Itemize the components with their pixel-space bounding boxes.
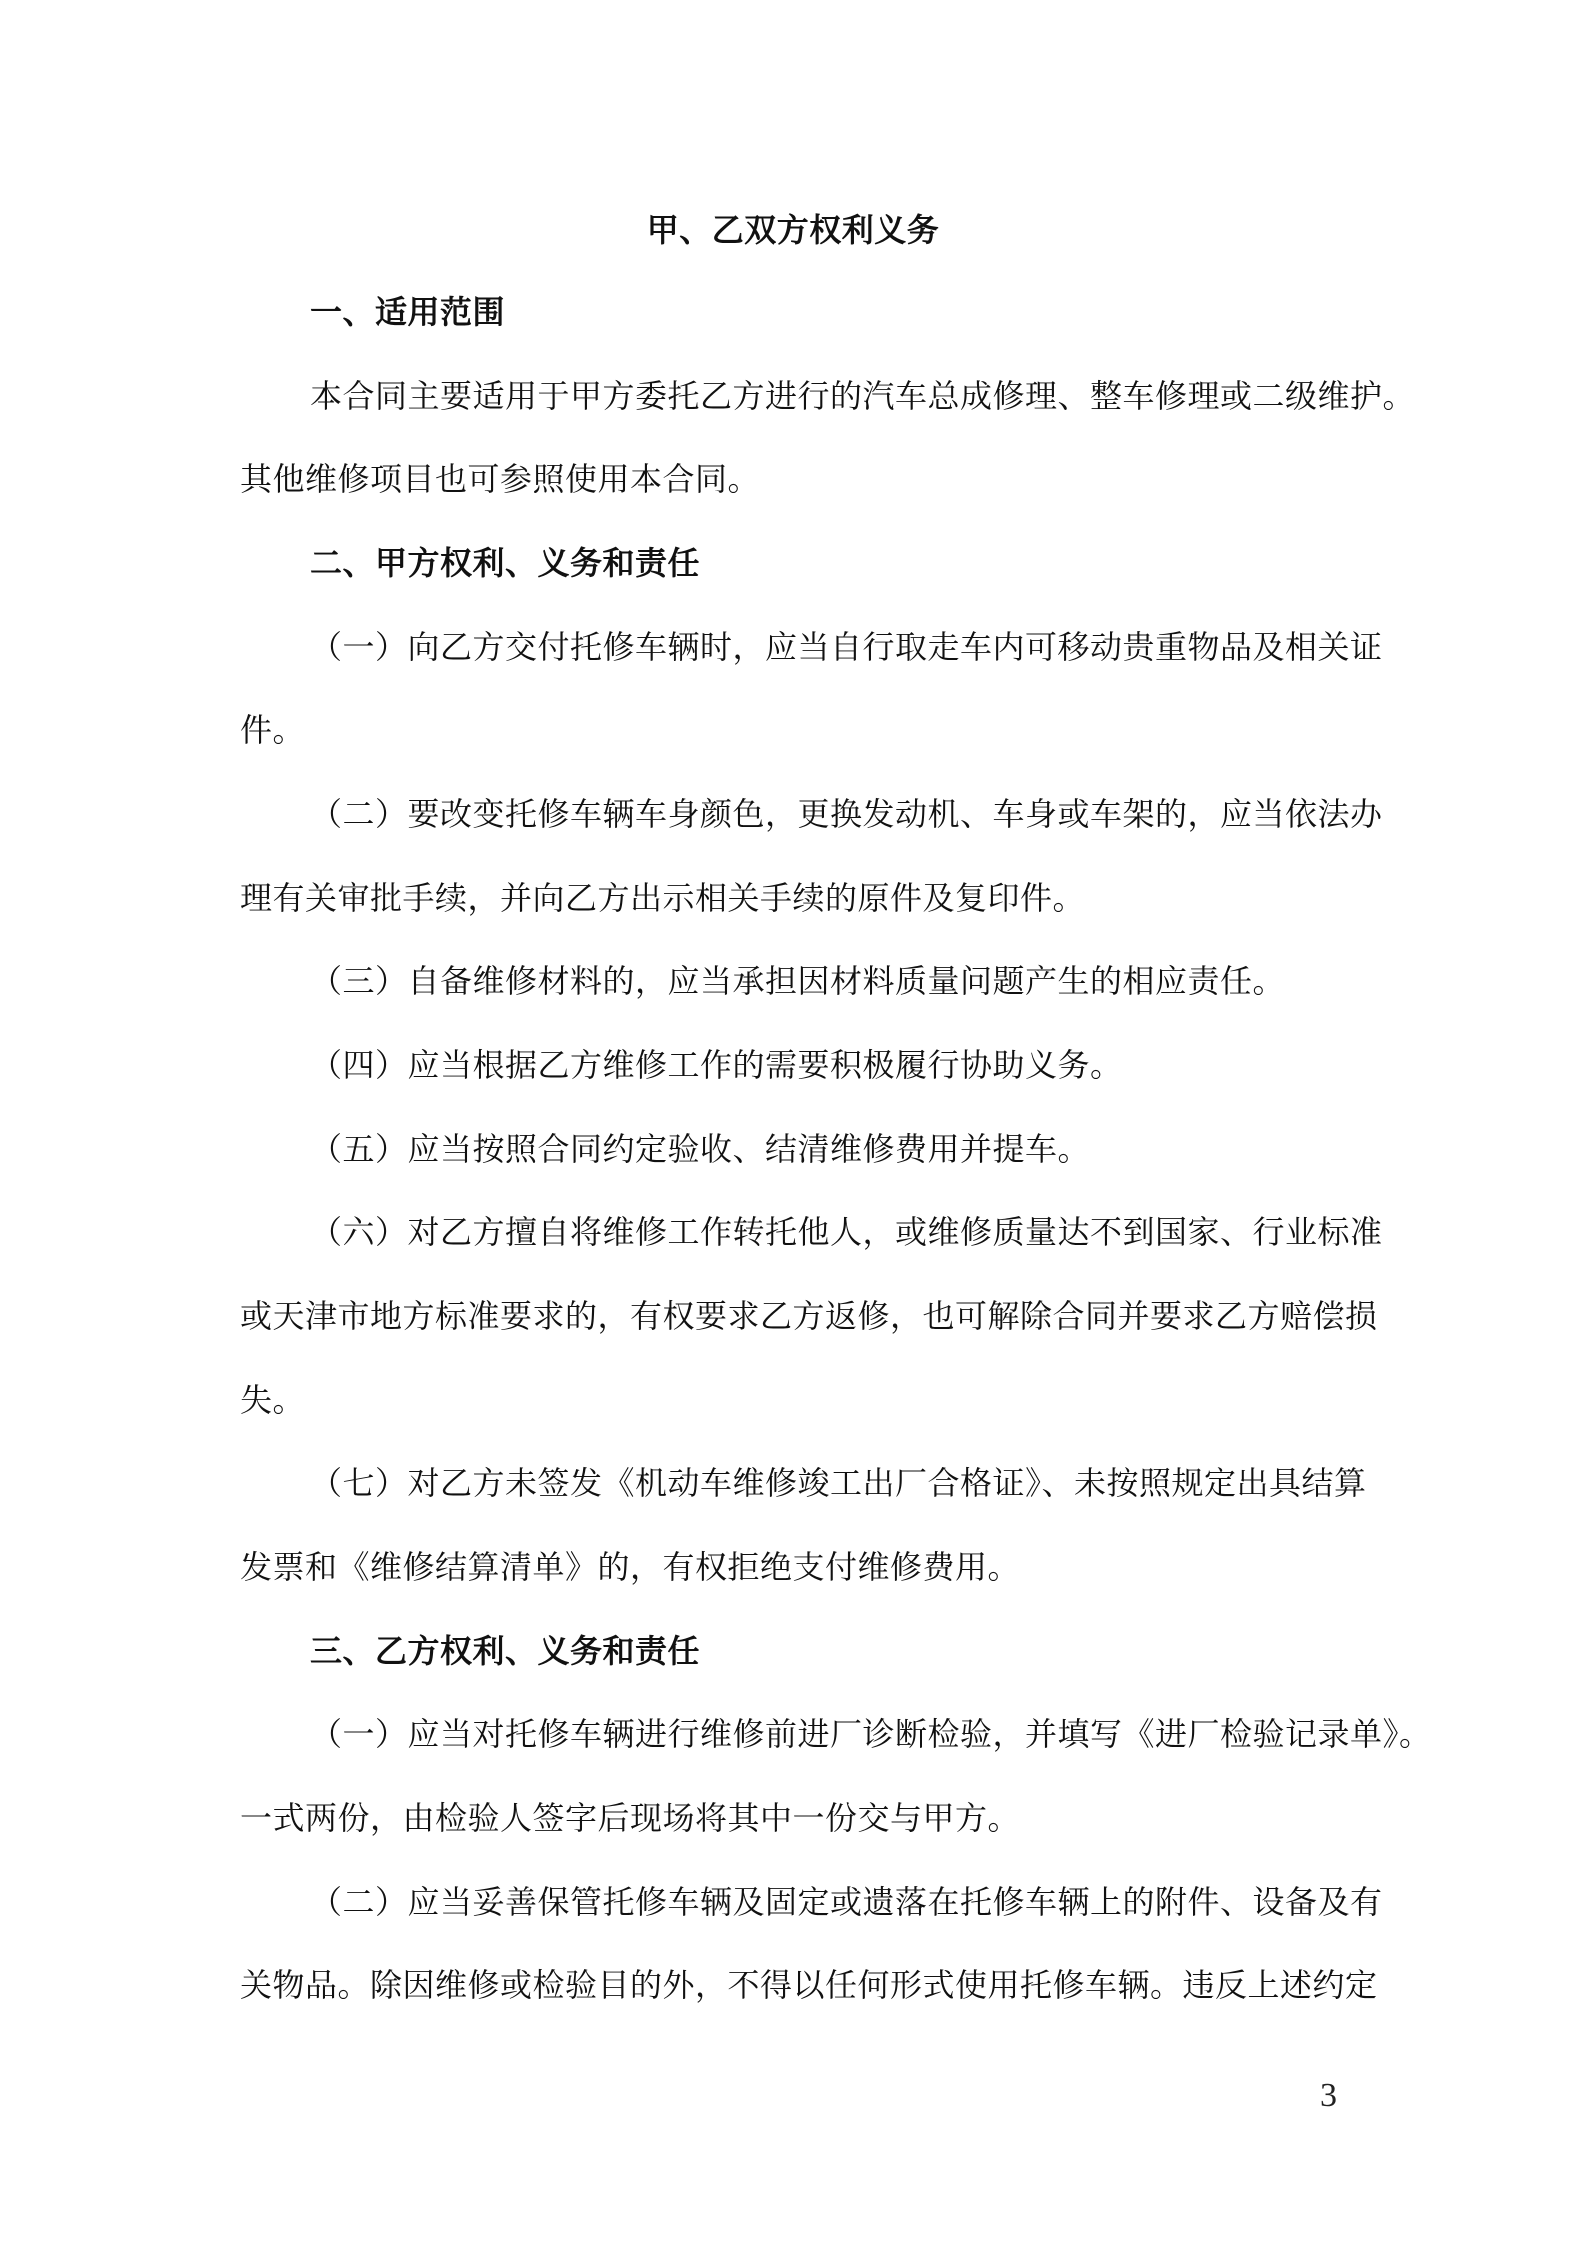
paragraph-line: 关物品。除因维修或检验目的外，不得以任何形式使用托修车辆。违反上述约定 <box>240 1966 1378 2004</box>
paragraph-line: （二）要改变托修车辆车身颜色，更换发动机、车身或车架的，应当依法办 <box>310 795 1383 833</box>
paragraph-line: 理有关审批手续，并向乙方出示相关手续的原件及复印件。 <box>240 879 1086 917</box>
paragraph-line: （三）自备维修材料的，应当承担因材料质量问题产生的相应责任。 <box>310 962 1286 1000</box>
section-heading: 二、甲方权利、义务和责任 <box>310 544 701 582</box>
paragraph-line: 本合同主要适用于甲方委托乙方进行的汽车总成修理、整车修理或二级维护。 <box>310 377 1416 415</box>
paragraph-line: （五）应当按照合同约定验收、结清维修费用并提车。 <box>310 1130 1091 1168</box>
document-title: 甲、乙双方权利义务 <box>646 211 940 249</box>
paragraph-line: （一）向乙方交付托修车辆时，应当自行取走车内可移动贵重物品及相关证 <box>310 628 1383 666</box>
section-heading: 一、适用范围 <box>310 293 506 331</box>
section-heading: 三、乙方权利、义务和责任 <box>310 1632 701 1670</box>
paragraph-line: （七）对乙方未签发《机动车维修竣工出厂合格证》、未按照规定出具结算 <box>310 1464 1367 1502</box>
paragraph-line: 失。 <box>240 1381 306 1419</box>
paragraph-line: 发票和《维修结算清单》的，有权拒绝支付维修费用。 <box>240 1548 1021 1586</box>
page-number: 3 <box>1320 2077 1337 2114</box>
paragraph-line: 其他维修项目也可参照使用本合同。 <box>240 460 761 498</box>
paragraph-line: 一式两份，由检验人签字后现场将其中一份交与甲方。 <box>240 1799 1021 1837</box>
paragraph-line: 件。 <box>240 711 306 749</box>
paragraph-line: （六）对乙方擅自将维修工作转托他人，或维修质量达不到国家、行业标准 <box>310 1213 1383 1251</box>
paragraph-line: （二）应当妥善保管托修车辆及固定或遗落在托修车辆上的附件、设备及有 <box>310 1883 1383 1921</box>
paragraph-line: 或天津市地方标准要求的，有权要求乙方返修，也可解除合同并要求乙方赔偿损 <box>240 1297 1378 1335</box>
paragraph-line: （一）应当对托修车辆进行维修前进厂诊断检验，并填写《进厂检验记录单》。 <box>310 1715 1432 1753</box>
paragraph-line: （四）应当根据乙方维修工作的需要积极履行协助义务。 <box>310 1046 1123 1084</box>
